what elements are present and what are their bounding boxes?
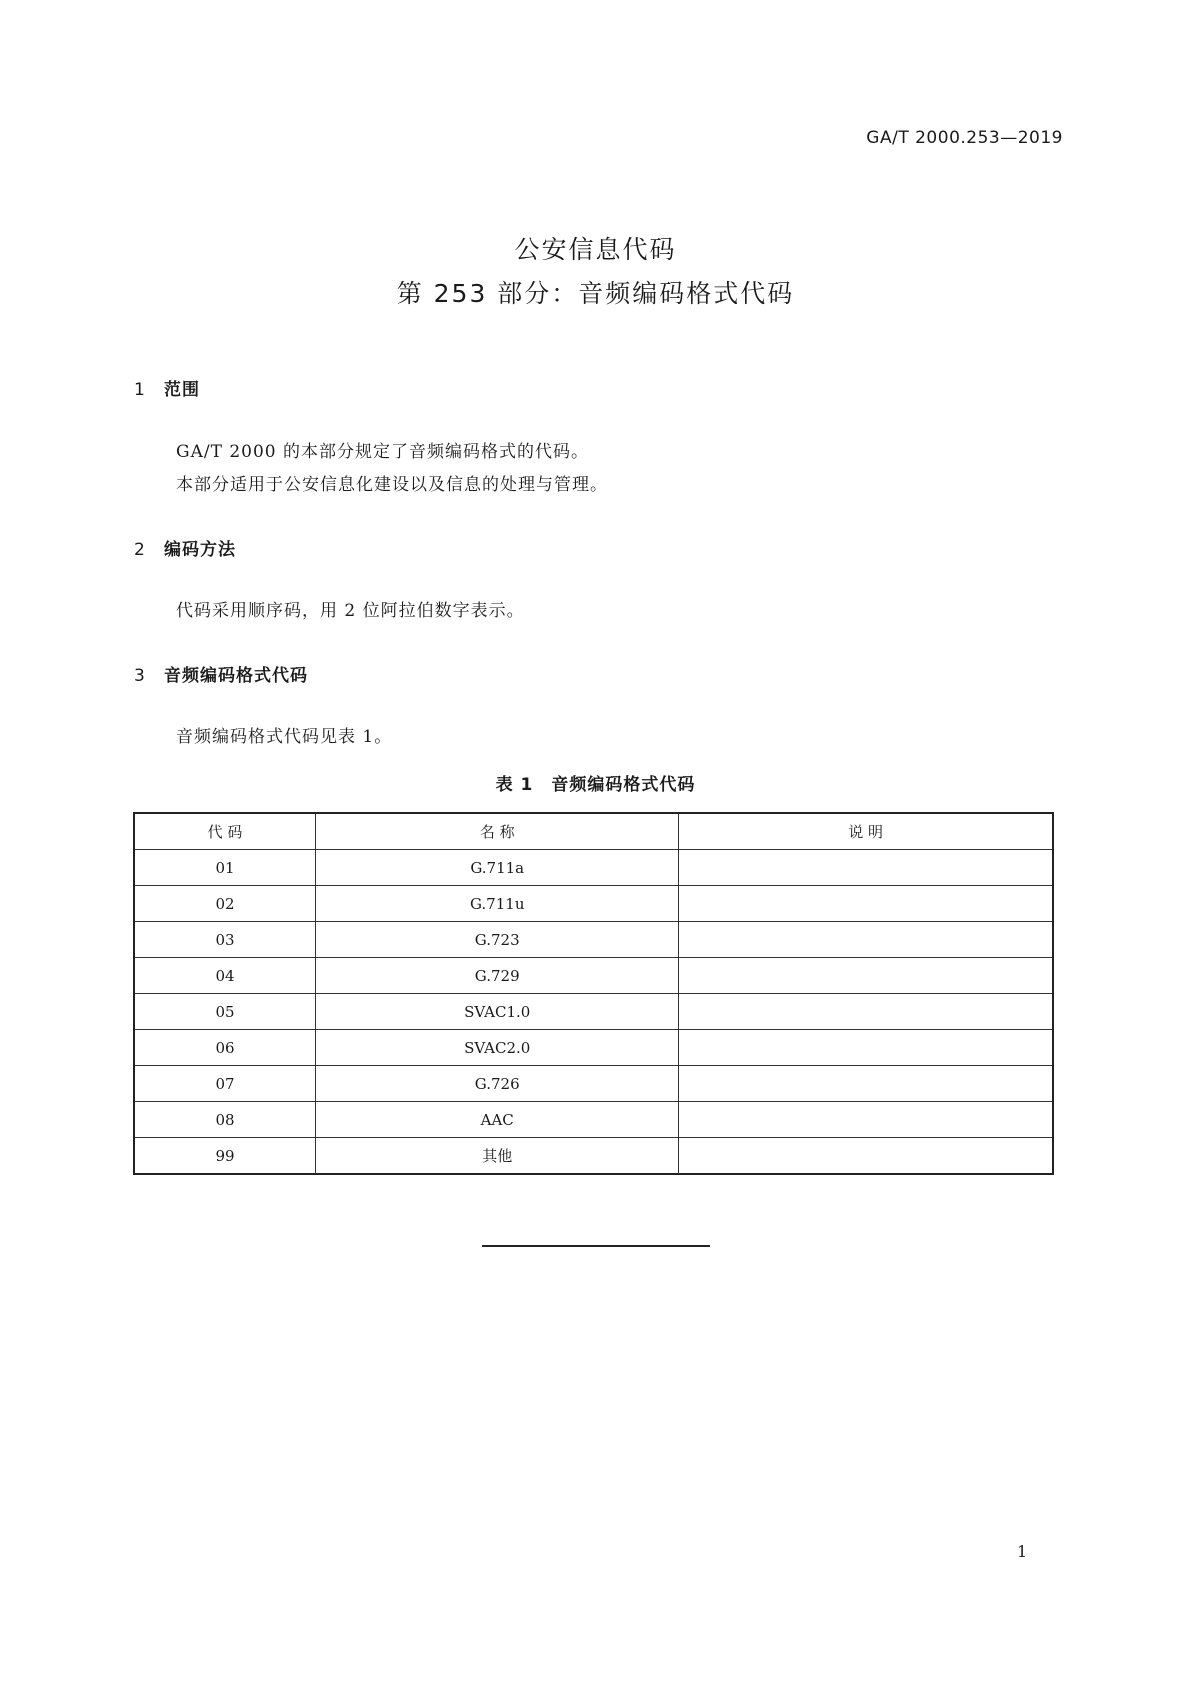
standard-number: GA/T 2000.253—2019 (866, 128, 1063, 148)
code-cell: 07 (134, 1066, 316, 1102)
description-cell (679, 1102, 1053, 1138)
section-1-paragraph: GA/T 2000 的本部分规定了音频编码格式的代码。 (176, 442, 589, 462)
description-cell (679, 886, 1053, 922)
table-row (134, 994, 1053, 1030)
column-header-description: 说 明 (679, 813, 1053, 850)
section-number: 2 (134, 540, 146, 560)
section-2-paragraph: 代码采用顺序码，用 2 位阿拉伯数字表示。 (176, 601, 525, 621)
description-cell (679, 922, 1053, 958)
description-cell (679, 994, 1053, 1030)
table-caption: 表 1 音频编码格式代码 (495, 775, 696, 795)
name-cell: G.711a (316, 850, 679, 886)
table-row (134, 1102, 1053, 1138)
code-cell: 06 (134, 1030, 316, 1066)
section-1-paragraph: 本部分适用于公安信息化建设以及信息的处理与管理。 (176, 475, 608, 495)
section-3-heading (134, 661, 308, 686)
description-cell (679, 1138, 1053, 1175)
description-cell (679, 1066, 1053, 1102)
table-row (134, 1066, 1053, 1102)
code-cell: 02 (134, 886, 316, 922)
table-row (134, 1138, 1053, 1175)
name-cell: 其他 (316, 1138, 679, 1175)
table-row (134, 1030, 1053, 1066)
section-1-heading (134, 375, 200, 400)
page-number: 1 (1017, 1542, 1028, 1561)
code-cell: 01 (134, 850, 316, 886)
table-row (134, 886, 1053, 922)
name-cell: G.711u (316, 886, 679, 922)
description-cell (679, 958, 1053, 994)
description-cell (679, 850, 1053, 886)
name-cell: G.723 (316, 922, 679, 958)
code-cell: 99 (134, 1138, 316, 1175)
table-header-row (134, 813, 1053, 850)
section-title: 范围 (164, 380, 200, 400)
table-row (134, 850, 1053, 886)
name-cell: G.726 (316, 1066, 679, 1102)
table-row (134, 958, 1053, 994)
column-header-name: 名 称 (316, 813, 679, 850)
code-cell: 03 (134, 922, 316, 958)
section-2-heading (134, 535, 236, 560)
section-title: 音频编码格式代码 (164, 666, 308, 686)
table-row (134, 922, 1053, 958)
name-cell: SVAC1.0 (316, 994, 679, 1030)
section-number: 1 (134, 380, 146, 400)
column-header-code: 代 码 (134, 813, 316, 850)
section-title: 编码方法 (164, 540, 236, 560)
end-of-document-line (482, 1245, 710, 1247)
name-cell: G.729 (316, 958, 679, 994)
code-cell: 08 (134, 1102, 316, 1138)
description-cell (679, 1030, 1053, 1066)
code-cell: 05 (134, 994, 316, 1030)
code-cell: 04 (134, 958, 316, 994)
document-subtitle: 第 253 部分：音频编码格式代码 (396, 279, 795, 308)
name-cell: SVAC2.0 (316, 1030, 679, 1066)
name-cell: AAC (316, 1102, 679, 1138)
section-3-paragraph: 音频编码格式代码见表 1。 (176, 727, 393, 747)
document-title: 公安信息代码 (514, 235, 677, 264)
code-table (133, 812, 1054, 1175)
section-number: 3 (134, 666, 146, 686)
